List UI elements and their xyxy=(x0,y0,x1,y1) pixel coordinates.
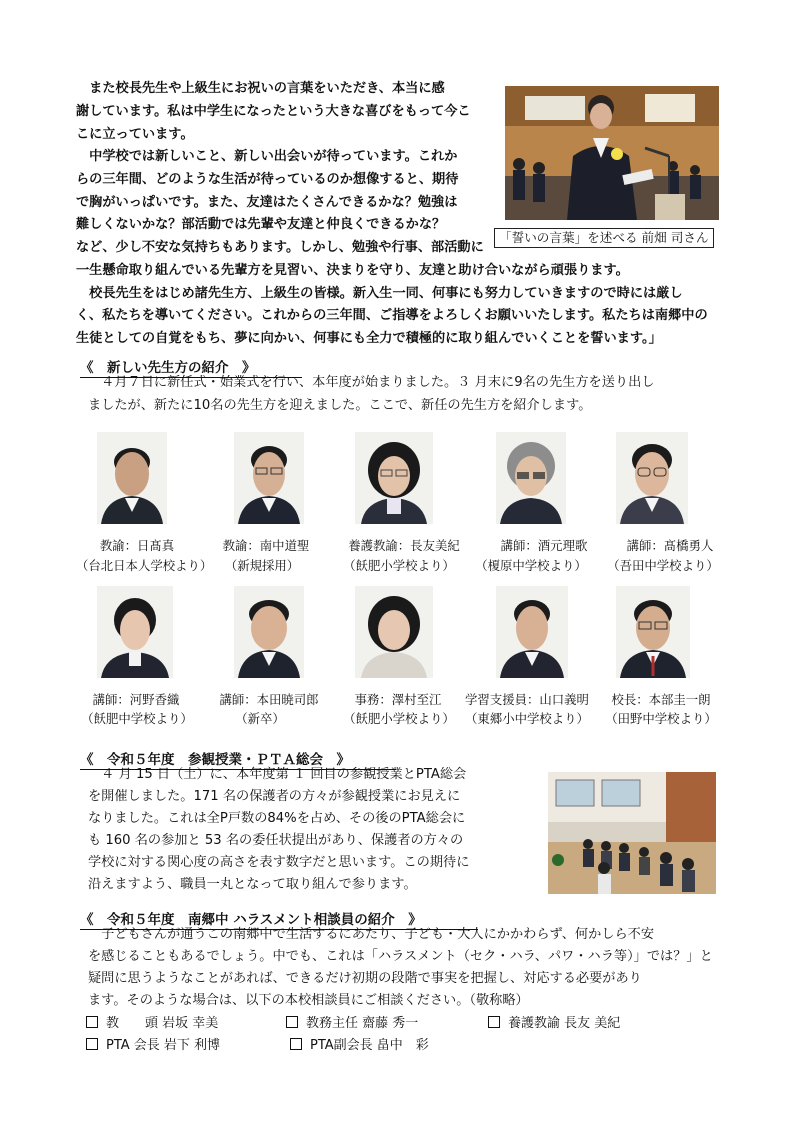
teacher-portrait xyxy=(496,432,566,524)
pta-line: を開催しました。171 名の保護者の方々が参観授業にお見えに xyxy=(88,789,461,804)
teacher-name: 養護教諭：長友美紀 xyxy=(348,538,460,553)
harassment-line: を感じることもあるでしょう。中でも、これは「ハラスメント（セク・ハラ、パワ・ハラ等）」では？」と xyxy=(88,949,713,964)
teacher-portrait xyxy=(234,586,304,678)
speech-line: 一生懸命取り組んでいる先輩方を見習い、決まりを守り、友達と助け合いながら頑張ります。 xyxy=(76,263,629,278)
teacher-origin: （新卒） xyxy=(235,711,285,726)
teacher-portrait xyxy=(616,586,690,678)
pta-line: 沿えますよう、職員一丸となって取り組んで参ります。 xyxy=(88,877,417,892)
pta-line: も 160 名の参加と 53 名の委任状提出があり、保護者の方々の xyxy=(88,833,464,848)
counselor-row xyxy=(86,1012,620,1031)
teacher-name: 講師：酒元理歌 xyxy=(500,538,588,553)
teacher-portrait xyxy=(355,586,433,678)
counselor-row xyxy=(86,1034,429,1053)
teacher-name: 教諭：日髙真 xyxy=(99,538,175,553)
pta-line: ４ 月 15 日（土）に、本年度第 １ 回目の参観授業とPTA総会 xyxy=(88,767,467,782)
teacher-origin: （飫肥小学校より） xyxy=(343,711,455,726)
teachers-heading: 《 新しい先生方の紹介 》 xyxy=(80,356,302,378)
teacher-origin: （東郷小中学校より） xyxy=(465,711,589,726)
teacher-origin: （榎原中学校より） xyxy=(475,558,587,573)
counselor-item: PTA副会長 畠中 彩 xyxy=(290,1034,429,1053)
teacher-name: 講師：本田暁司郎 xyxy=(219,692,319,707)
teacher-origin: （田野中学校より） xyxy=(605,711,717,726)
checkbox-icon xyxy=(86,1016,98,1028)
teacher-name: 学習支援員：山口義明 xyxy=(465,692,589,707)
checkbox-icon xyxy=(290,1038,302,1050)
pta-line: なりました。これは全P戸数の84%を占め、その後のPTA総会に xyxy=(88,811,466,826)
teachers-intro-line: ４月７日に新任式・始業式を行い、本年度が始まりました。３ 月末に9名の先生方を送り出し xyxy=(88,375,655,390)
speech-line: こに立っています。 xyxy=(76,127,194,142)
pta-meeting-photo xyxy=(548,772,716,894)
teacher-origin: （新規採用） xyxy=(224,558,300,573)
teacher-portrait xyxy=(355,432,433,524)
counselor-item: 教 頭 岩坂 幸美 xyxy=(86,1012,286,1031)
speech-line: で胸がいっぱいです。また、友達はたくさんできるかな？勉強は xyxy=(76,195,458,210)
teacher-name: 講師：河野香織 xyxy=(92,692,180,707)
teacher-portrait xyxy=(97,432,167,524)
teacher-name: 教諭：南中道聖 xyxy=(222,538,310,553)
teacher-portrait xyxy=(616,432,688,524)
checkbox-icon xyxy=(286,1016,298,1028)
teachers-intro-line: ましたが、新たに10名の先生方を迎えました。ここで、新任の先生方を紹介します。 xyxy=(88,398,592,413)
pta-heading: 《 令和５年度 参観授業・ＰＴＡ総会 》 xyxy=(80,748,396,770)
teacher-name: 事務：澤村至江 xyxy=(354,692,442,707)
speech-line: 生徒としての自覚をもち、夢に向かい、何事にも全力で積極的に取り組んでいくことを誓います。」 xyxy=(76,331,662,346)
teacher-portrait xyxy=(234,432,304,524)
teacher-origin: （飫肥小学校より） xyxy=(343,558,455,573)
harassment-line: 疑問に思うようなことがあれば、できるだけ初期の段階で事実を把握し、対応する必要があり xyxy=(88,971,642,986)
harassment-heading: 《 令和５年度 南郷中 ハラスメント相談員の紹介 》 xyxy=(80,908,478,930)
teacher-name: 校長：本部圭一朗 xyxy=(611,692,711,707)
photo-caption: 「誓いの言葉」を述べる 前畑 司さん xyxy=(494,228,714,248)
speech-line: 中学校では新しいこと、新しい出会いが待っています。これか xyxy=(76,149,458,164)
counselor-item: 教務主任 齋藤 秀一 xyxy=(286,1012,488,1031)
speech-line: 校長先生をはじめ諸先生方、上級生の皆様。新入生一同、何事にも努力していきますので時には厳し xyxy=(76,286,683,301)
speech-line: く、私たちを導いてください。これからの三年間、ご指導をよろしくお願いいたします。私たちは南郷中の xyxy=(76,308,708,323)
teacher-origin: （吾田中学校より） xyxy=(607,558,719,573)
ceremony-photo xyxy=(505,86,719,220)
speech-line: らの三年間、どのような生活が待っているのか想像すると、期待 xyxy=(76,172,459,187)
teacher-origin: （飫肥中学校より） xyxy=(81,711,193,726)
teacher-name: 講師：髙橋勇人 xyxy=(626,538,714,553)
harassment-line: ます。そのような場合は、以下の本校相談員にご相談ください。（敬称略） xyxy=(88,993,529,1008)
teacher-portrait xyxy=(97,586,173,678)
speech-line: など、少し不安な気持ちもあります。しかし、勉強や行事、部活動に xyxy=(76,240,484,255)
teacher-origin: （台北日本人学校より） xyxy=(76,558,213,573)
counselor-item: 養護教諭 長友 美紀 xyxy=(488,1012,620,1031)
speech-line: また校長先生や上級生にお祝いの言葉をいただき、本当に感 xyxy=(76,81,445,96)
speech-line: 謝しています。私は中学生になったという大きな喜びをもって今こ xyxy=(76,104,471,119)
harassment-line: 子どもさんが通うこの南郷中で生活するにあたり、子ども・大人にかかわらず、何かしら不安 xyxy=(88,927,655,942)
pta-line: 学校に対する関心度の高さを表す数字だと思います。この期待に xyxy=(88,855,470,870)
checkbox-icon xyxy=(488,1016,500,1028)
teacher-portrait xyxy=(496,586,568,678)
speech-line: 難しくないかな？部活動では先輩や友達と仲良くできるかな？ xyxy=(76,217,446,232)
checkbox-icon xyxy=(86,1038,98,1050)
counselor-item: PTA 会長 岩下 利博 xyxy=(86,1034,290,1053)
